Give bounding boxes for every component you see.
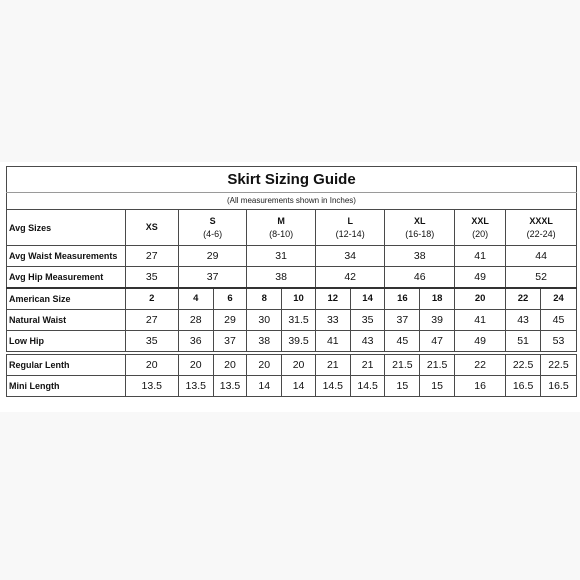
table-cell: 13.5 [178, 376, 213, 397]
table-cell: 21.5 [385, 355, 420, 376]
table-cell: 35 [350, 310, 385, 331]
table-cell: 14.5 [350, 376, 385, 397]
row-label: Avg Waist Measurements [7, 246, 126, 267]
table-cell: 49 [455, 267, 506, 289]
mini-length-row [7, 376, 577, 397]
table-cell: 22 [506, 288, 541, 310]
avg-sizes-row [7, 210, 577, 246]
table-title: Skirt Sizing Guide [7, 167, 577, 193]
table-cell: 29 [213, 310, 247, 331]
table-cell: 6 [213, 288, 247, 310]
table-cell: 42 [315, 267, 385, 289]
table-cell: 31 [247, 246, 316, 267]
table-cell: 13.5 [213, 376, 247, 397]
table-cell: 4 [178, 288, 213, 310]
table-cell: 20 [282, 355, 316, 376]
table-cell: 41 [315, 331, 350, 352]
table-cell: 14.5 [315, 376, 350, 397]
table-cell: 21 [315, 355, 350, 376]
table-cell: 13.5 [125, 376, 178, 397]
table-cell: 2 [125, 288, 178, 310]
low-hip-row [7, 331, 577, 352]
table-cell: 22.5 [540, 355, 576, 376]
table-cell: 16 [385, 288, 420, 310]
size-header-l: L (12-14) [315, 210, 385, 246]
row-label: Natural Waist [7, 310, 126, 331]
table-cell: 33 [315, 310, 350, 331]
table-cell: 15 [420, 376, 455, 397]
table-cell: 47 [420, 331, 455, 352]
table-cell: 18 [420, 288, 455, 310]
american-size-row [7, 288, 577, 310]
table-cell: 44 [506, 246, 577, 267]
table-cell: 24 [540, 288, 576, 310]
row-label: Avg Hip Measurement [7, 267, 126, 289]
table-cell: 22 [455, 355, 506, 376]
regular-length-row [7, 355, 577, 376]
table-cell: 21 [350, 355, 385, 376]
table-cell: 37 [213, 331, 247, 352]
table-cell: 14 [282, 376, 316, 397]
table-cell: 14 [350, 288, 385, 310]
avg-waist-row [7, 246, 577, 267]
table-cell: 46 [385, 267, 455, 289]
table-cell: 20 [247, 355, 282, 376]
table-cell: 22.5 [506, 355, 541, 376]
table-cell: 35 [125, 331, 178, 352]
table-cell: 20 [455, 288, 506, 310]
natural-waist-row [7, 310, 577, 331]
avg-hip-row [7, 267, 577, 289]
table-cell: 34 [315, 246, 385, 267]
table-subtitle: (All measurements shown in Inches) [7, 193, 577, 210]
table-cell: 39.5 [282, 331, 316, 352]
table-cell: 16 [455, 376, 506, 397]
table-cell: 38 [247, 267, 316, 289]
row-label: Low Hip [7, 331, 126, 352]
table-cell: 45 [540, 310, 576, 331]
table-cell: 29 [178, 246, 247, 267]
table-cell: 45 [385, 331, 420, 352]
table-cell: 8 [247, 288, 282, 310]
table-cell: 39 [420, 310, 455, 331]
row-label: Avg Sizes [7, 210, 126, 246]
table-cell: 16.5 [506, 376, 541, 397]
size-header-s: S (4-6) [178, 210, 247, 246]
table-cell: 27 [125, 246, 178, 267]
table-cell: 38 [385, 246, 455, 267]
table-cell: 15 [385, 376, 420, 397]
row-label: Regular Lenth [7, 355, 126, 376]
table-cell: 41 [455, 246, 506, 267]
size-header-m: M (8-10) [247, 210, 316, 246]
table-cell: 36 [178, 331, 213, 352]
size-header-xs: XS [125, 210, 178, 246]
table-cell: 20 [213, 355, 247, 376]
table-cell: 27 [125, 310, 178, 331]
table-cell: 20 [125, 355, 178, 376]
table-cell: 20 [178, 355, 213, 376]
size-header-xxxl: XXXL (22-24) [506, 210, 577, 246]
table-cell: 51 [506, 331, 541, 352]
table-cell: 43 [350, 331, 385, 352]
row-label: Mini Length [7, 376, 126, 397]
table-cell: 21.5 [420, 355, 455, 376]
table-cell: 28 [178, 310, 213, 331]
size-header-xxl: XXL (20) [455, 210, 506, 246]
row-label: American Size [7, 288, 126, 310]
table-cell: 30 [247, 310, 282, 331]
table-cell: 12 [315, 288, 350, 310]
table-cell: 37 [385, 310, 420, 331]
table-cell: 41 [455, 310, 506, 331]
table-cell: 14 [247, 376, 282, 397]
skirt-sizing-table [6, 166, 577, 397]
table-cell: 31.5 [282, 310, 316, 331]
table-cell: 35 [125, 267, 178, 289]
table-cell: 38 [247, 331, 282, 352]
table-cell: 37 [178, 267, 247, 289]
table-cell: 52 [506, 267, 577, 289]
table-cell: 16.5 [540, 376, 576, 397]
table-cell: 43 [506, 310, 541, 331]
table-cell: 10 [282, 288, 316, 310]
table-cell: 49 [455, 331, 506, 352]
size-header-xl: XL (16-18) [385, 210, 455, 246]
table-cell: 53 [540, 331, 576, 352]
